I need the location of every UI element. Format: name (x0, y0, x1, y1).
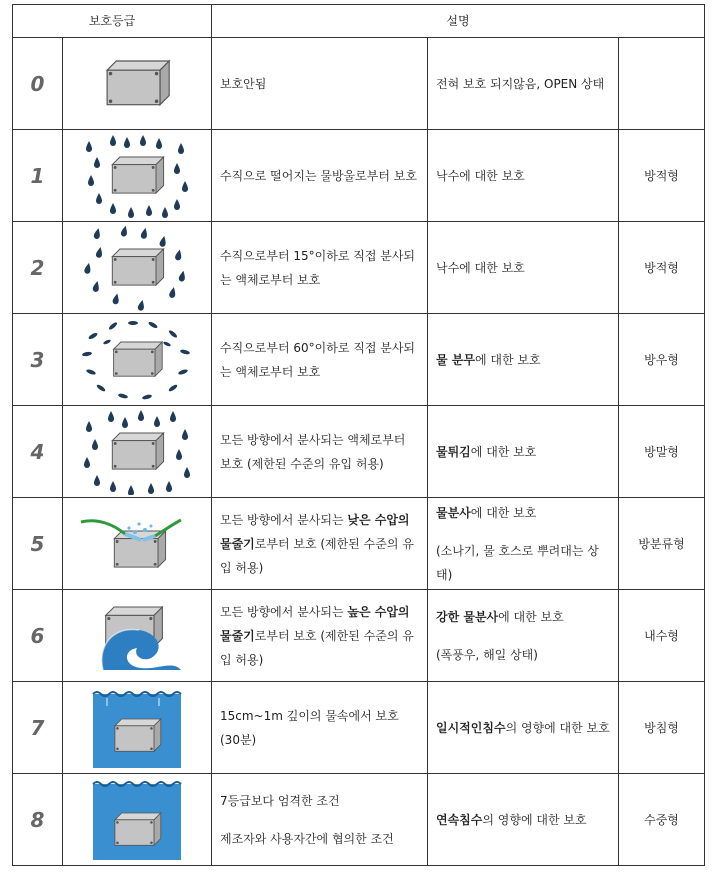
wave-icon (63, 590, 212, 682)
ip-level: 3 (13, 314, 63, 406)
desc-emphasis: 낮은 수압의 물줄기 (220, 512, 410, 551)
ip-level: 1 (13, 130, 63, 222)
protection-description (212, 498, 428, 590)
header-protection-grade: 보호등급 (13, 5, 212, 38)
protection-note: 전혀 보호 되지않음, OPEN 상태 (428, 38, 619, 130)
spray-icon (63, 314, 212, 406)
header-description: 설명 (212, 5, 705, 38)
ip-level: 0 (13, 38, 63, 130)
protection-type: 방적형 (619, 130, 705, 222)
protection-note: 낙수에 대한 보호 (428, 130, 619, 222)
note-text: 에 대한 보호 (498, 609, 564, 624)
protection-note (428, 774, 619, 866)
protection-note (428, 406, 619, 498)
enclosure-icon (63, 38, 212, 130)
note-detail: (소나기, 물 호스로 뿌려대는 상태) (436, 543, 599, 582)
ip-level: 5 (13, 498, 63, 590)
protection-description: 수직으로부터 60°이하로 직접 분사되는 액체로부터 보호 (212, 314, 428, 406)
table-row (13, 682, 705, 774)
ip-level: 2 (13, 222, 63, 314)
protection-description (212, 590, 428, 682)
note-text: 에 대한 보호 (474, 352, 541, 367)
table-row (13, 590, 705, 682)
protection-description: 수직으로부터 15°이하로 직접 분사되는 액체로부터 보호 (212, 222, 428, 314)
note-text: 의 영향에 대한 보호 (482, 812, 587, 827)
ip-rating-table (12, 4, 705, 866)
ip-level: 8 (13, 774, 63, 866)
protection-type: 방침형 (619, 682, 705, 774)
desc-text: 로부터 보호 (제한된 수준의 유입 허용) (220, 536, 414, 575)
ip-level: 7 (13, 682, 63, 774)
desc-text: 로부터 보호 (제한된 수준의 유입 허용) (220, 628, 414, 667)
table-row (13, 222, 705, 314)
note-text: 에 대한 보호 (470, 444, 537, 459)
note-emphasis: 물분사 (436, 505, 471, 520)
table-row (13, 498, 705, 590)
protection-description: 모든 방향에서 분사되는 액체로부터 보호 (제한된 수준의 유입 허용) (212, 406, 428, 498)
note-text: 의 영향에 대한 보호 (505, 720, 610, 735)
desc-text: 7등급보다 엄격한 조건 (220, 793, 340, 808)
desc-text: 제조자와 사용자간에 협의한 조건 (220, 831, 394, 846)
note-emphasis: 물 분무 (436, 352, 475, 367)
protection-type: 방적형 (619, 222, 705, 314)
temporary-immersion-icon (63, 682, 212, 774)
protection-type: 내수형 (619, 590, 705, 682)
protection-type: 수중형 (619, 774, 705, 866)
note-emphasis: 물튀김 (436, 444, 471, 459)
note-emphasis: 강한 물분사 (436, 609, 499, 624)
protection-note (428, 682, 619, 774)
protection-description: 15cm~1m 깊이의 물속에서 보호 (30분) (212, 682, 428, 774)
table-row (13, 314, 705, 406)
protection-note (428, 498, 619, 590)
water-jet-icon (63, 498, 212, 590)
note-text: 에 대한 보호 (470, 505, 537, 520)
ip-level: 4 (13, 406, 63, 498)
protection-type: 방분류형 (619, 498, 705, 590)
protection-note (428, 590, 619, 682)
splash-icon (63, 406, 212, 498)
ip-level: 6 (13, 590, 63, 682)
protection-note: 낙수에 대한 보호 (428, 222, 619, 314)
protection-type: 방우형 (619, 314, 705, 406)
protection-description: 수직으로 떨어지는 물방울로부터 보호 (212, 130, 428, 222)
table-row (13, 130, 705, 222)
continuous-immersion-icon (63, 774, 212, 866)
vertical-drips-icon (63, 130, 212, 222)
protection-note (428, 314, 619, 406)
protection-type (619, 38, 705, 130)
table-row (13, 38, 705, 130)
tilted-drips-icon (63, 222, 212, 314)
table-row (13, 406, 705, 498)
note-emphasis: 연속침수 (436, 812, 483, 827)
protection-description (212, 774, 428, 866)
protection-description: 보호안됨 (212, 38, 428, 130)
note-emphasis: 일시적인침수 (436, 720, 506, 735)
protection-type: 방말형 (619, 406, 705, 498)
desc-text: 모든 방향에서 분사되는 (220, 512, 348, 527)
desc-emphasis: 높은 수압의 물줄기 (220, 604, 410, 643)
table-row (13, 774, 705, 866)
note-detail: (폭풍우, 해일 상태) (436, 647, 538, 662)
desc-text: 모든 방향에서 분사되는 (220, 604, 348, 619)
